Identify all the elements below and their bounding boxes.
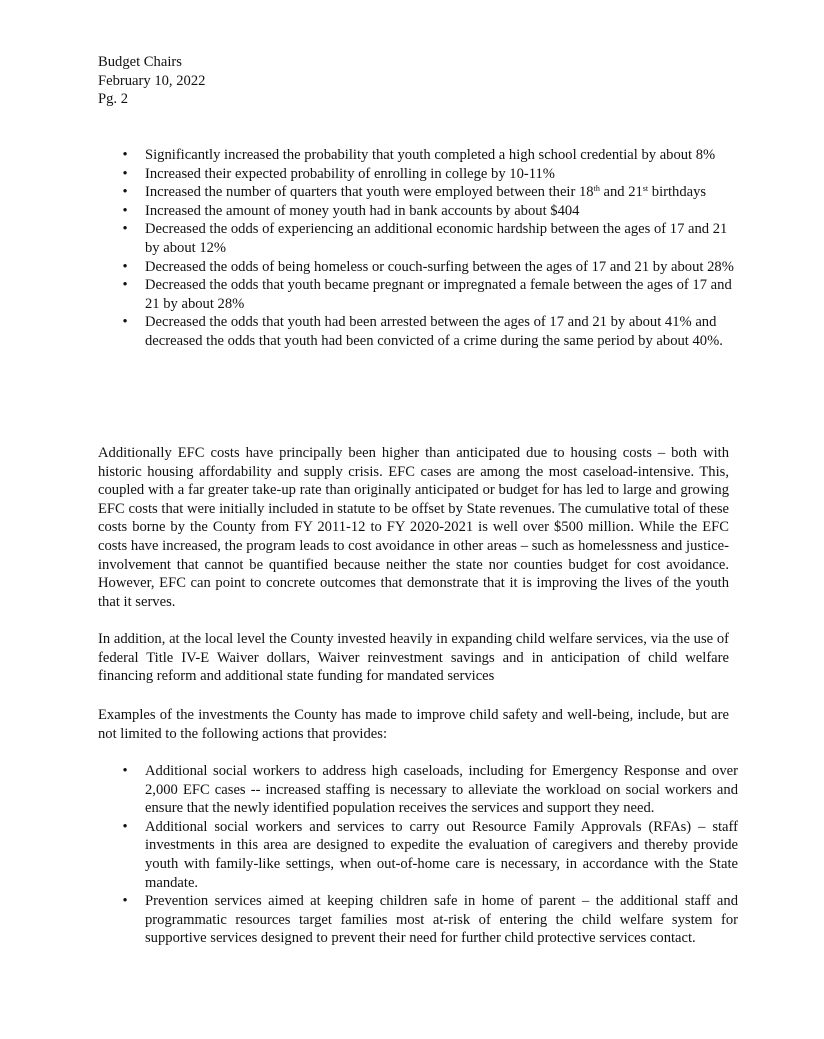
list-item: • Significantly increased the probability that youth completed a high school credential by about 8% <box>98 146 738 165</box>
bullet-icon: • <box>122 893 128 910</box>
bullet-icon: • <box>122 314 128 331</box>
list-item: • Additional social workers and services to carry out Resource Family Approvals (RFAs) – staff investments in this area are designed to expedite the evaluation of caregivers and thereby provide youth with family-like settings, when out-of-home care is necessary, in accordance with the State mandate. <box>98 818 738 892</box>
list-item: • Decreased the odds of experiencing an additional economic hardship between the ages of 17 and 21 by about 12% <box>98 220 738 257</box>
bullet-icon: • <box>122 818 128 835</box>
list-item: • Decreased the odds that youth had been arrested between the ages of 17 and 21 by about 41% and decreased the odds that youth had been convicted of a crime during the same period by about 40%. <box>98 313 738 350</box>
letter-header <box>98 53 205 109</box>
outcomes-list <box>98 146 738 351</box>
header-page-number: Pg. 2 <box>98 91 129 108</box>
header-date: February 10, 2022 <box>98 72 206 89</box>
list-item: • Additional social workers to address high caseloads, including for Emergency Response and over 2,000 EFC cases -- increased staffing is necessary to alleviate the workload on social workers and ensure that the newly identified population receives the services and support they need. <box>98 762 738 818</box>
bullet-icon: • <box>122 184 128 201</box>
list-item: • Decreased the odds of being homeless or couch-surfing between the ages of 17 and 21 by about 28% <box>98 258 738 277</box>
bullet-icon: • <box>122 258 128 275</box>
investments-list <box>98 762 738 948</box>
list-item: • Increased the amount of money youth had in bank accounts by about $404 <box>98 202 738 221</box>
paragraph-efc-costs: Additionally EFC costs have principally been higher than anticipated due to housing costs – both with historic housing affordability and supply crisis. EFC cases are among the most caseload-intensive. This, coupled with a far greater take-up rate than originally anticipated or budget for has led to large and growing EFC costs that were initially included in statute to be offset by State revenues. The cumulative total of these costs borne by the County from FY 2011-12 to FY 2020-2021 is well over $500 million. While the EFC costs have increased, the program leads to cost avoidance in other areas – such as homelessness and justice-involvement that cannot be quantified because neither the state nor counties budget for cost avoidance. However, EFC can point to concrete outcomes that demonstrate that it is improving the lives of the youth that it serves. <box>98 445 729 610</box>
bullet-icon: • <box>122 221 128 238</box>
bullet-icon: • <box>122 147 128 163</box>
list-item: • Increased their expected probability of enrolling in college by 10-11% <box>98 165 738 184</box>
list-item: • Decreased the odds that youth became pregnant or impregnated a female between the ages of 17 and 21 by about 28% <box>98 276 738 313</box>
list-item: • Prevention services aimed at keeping children safe in home of parent – the additional staff and programmatic resources target families most at-risk of entering the child welfare system for supportive services designed to prevent their need for further child protective services contact. <box>98 892 738 948</box>
list-item: • Increased the number of quarters that youth were employed between their 18th and 21st birthdays <box>98 183 738 202</box>
header-recipient: Budget Chairs <box>98 54 182 70</box>
bullet-icon: • <box>122 202 128 219</box>
paragraph-examples-intro: Examples of the investments the County has made to improve child safety and well-being, include, but are not limited to the following actions that provides: <box>98 707 729 742</box>
bullet-icon: • <box>122 763 128 779</box>
bullet-icon: • <box>122 165 128 182</box>
bullet-icon: • <box>122 277 128 294</box>
paragraph-local-investment: In addition, at the local level the County invested heavily in expanding child welfare services, via the use of federal Title IV-E Waiver dollars, Waiver reinvestment savings and in anticipation of child welfare financing reform and additional state funding for mandated services <box>98 631 729 685</box>
